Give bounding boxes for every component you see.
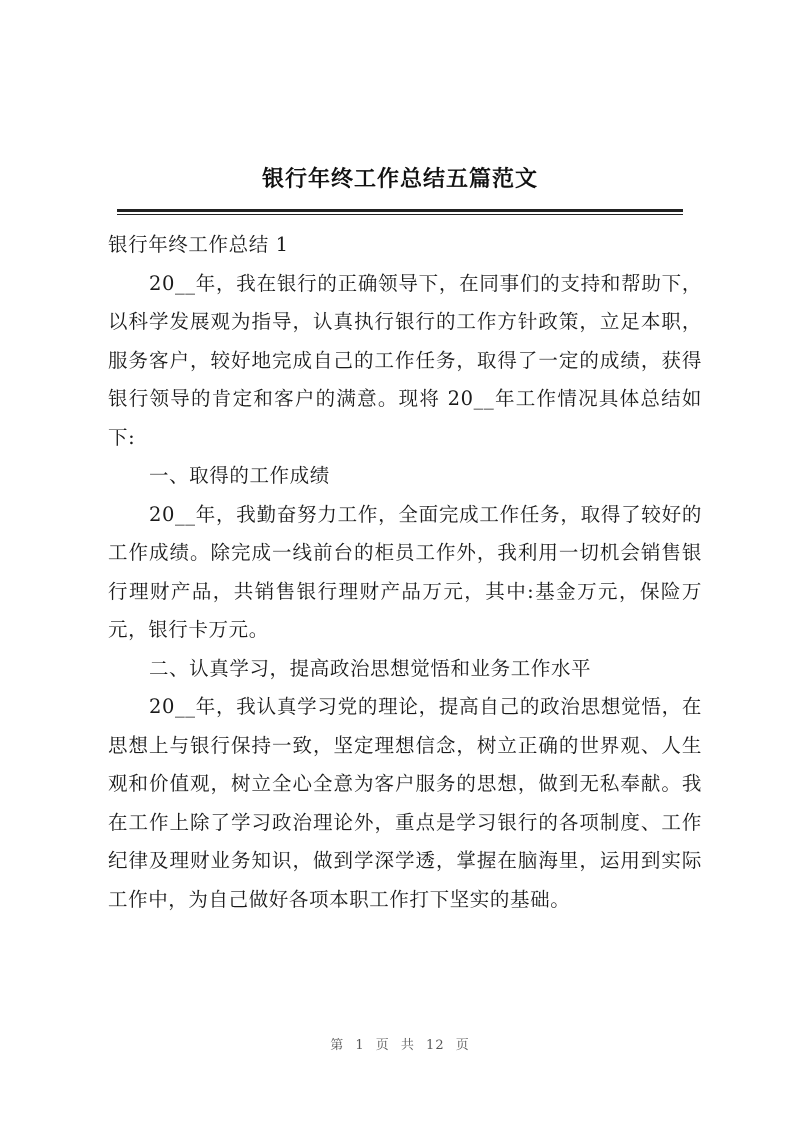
paragraph-achievements: 20__年，我勤奋努力工作，全面完成工作任务，取得了较好的工作成绩。除完成一线前台的柜员工作外，我利用一切机会销售银行理财产品，共销售银行理财产品万元，其中:基金万元，保险万元，银行卡万元。 xyxy=(108,502,702,641)
paragraph-study: 20__年，我认真学习党的理论，提高自己的政治思想觉悟，在思想上与银行保持一致，坚定理想信念，树立正确的世界观、人生观和价值观，树立全心全意为客户服务的思想，做到无私奉献。我在工作上除了学习政治理论外，重点是学习银行的各项制度、工作纪律及理财业务知识，做到学深学透，掌握在脑海里，运用到实际工作中，为自己做好各项本职工作打下坚实的基础。 xyxy=(108,695,702,911)
page-footer: 第 1 页 共 12 页 xyxy=(330,1038,470,1053)
document-title: 银行年终工作总结五篇范文 xyxy=(261,167,538,192)
section-subtitle: 银行年终工作总结 1 xyxy=(108,233,289,256)
heading-study: 二、认真学习，提高政治思想觉悟和业务工作水平 xyxy=(148,656,592,680)
title-rule-thick xyxy=(117,209,683,212)
paragraph-intro: 20__年，我在银行的正确领导下，在同事们的支持和帮助下，以科学发展观为指导，认真执行银行的工作方针政策，立足本职，服务客户，较好地完成自己的工作任务，取得了一定的成绩，获得银行领导的肯定和客户的满意。现将 20__年工作情况具体总结如下: xyxy=(108,271,702,449)
document-body xyxy=(108,226,702,919)
heading-achievements: 一、取得的工作成绩 xyxy=(148,464,330,487)
title-rule-thin xyxy=(117,214,683,215)
